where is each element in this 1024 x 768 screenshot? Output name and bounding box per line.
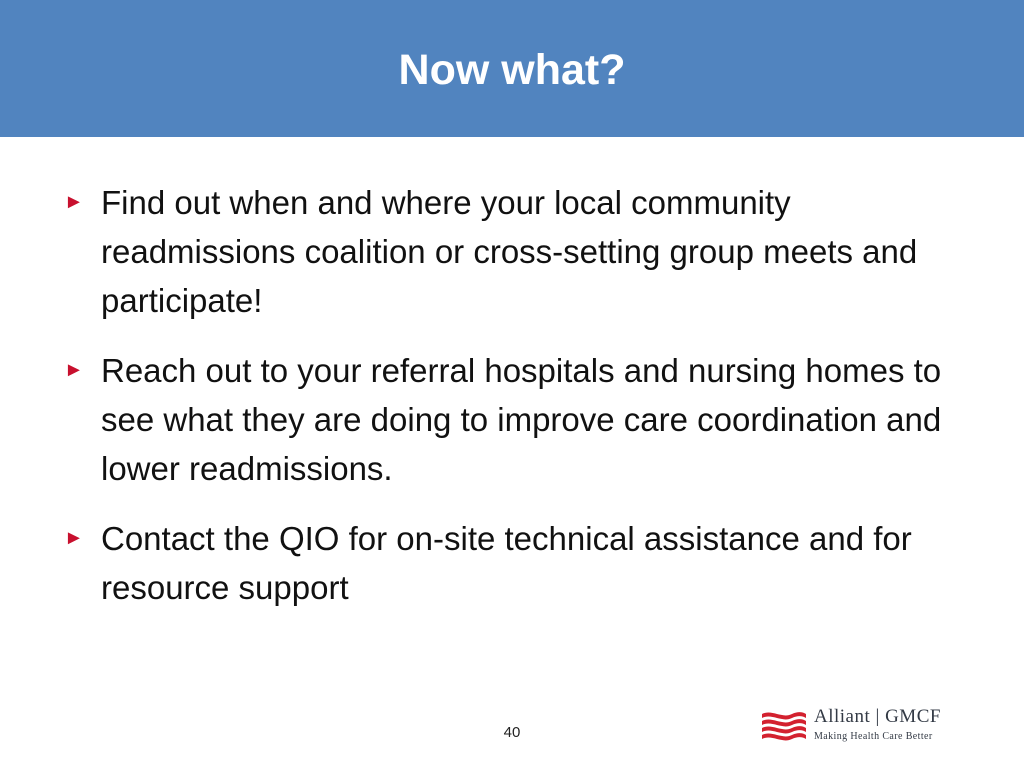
bullet-arrow-icon: ► — [64, 527, 84, 549]
title-bar — [0, 0, 1024, 137]
logo-tagline: Making Health Care Better — [814, 731, 933, 742]
bullet-arrow-icon: ► — [64, 359, 84, 381]
bullet-item — [60, 178, 970, 325]
waving-flag-icon — [760, 708, 808, 744]
page-number: 40 — [503, 724, 521, 741]
bullet-text: Reach out to your referral hospitals and nursing homes to see what they are doing to improve care coordination and lower readmissions. — [101, 352, 942, 487]
bullet-list — [60, 178, 970, 633]
slide-title: Now what? — [398, 46, 626, 94]
bullet-text: Find out when and where your local community readmissions coalition or cross-setting group meets and participate! — [101, 184, 918, 319]
bullet-item — [60, 346, 970, 493]
bullet-text: Contact the QIO for on-site technical assistance and for resource support — [101, 520, 912, 606]
alliant-gmcf-logo — [756, 705, 981, 747]
logo-name: Alliant | GMCF — [814, 706, 941, 727]
bullet-arrow-icon: ► — [64, 191, 84, 213]
bullet-item — [60, 514, 970, 612]
